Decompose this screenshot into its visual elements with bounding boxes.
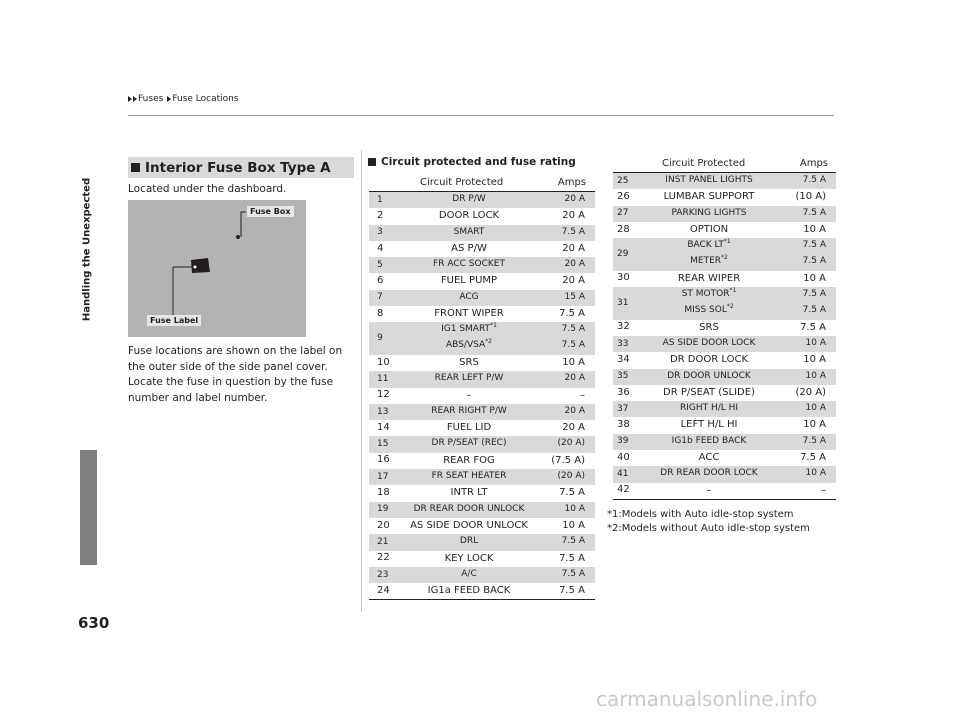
fuse-number: 2 — [377, 209, 384, 221]
fuse-amps: 10 A — [803, 272, 826, 284]
header-divider — [128, 115, 834, 116]
square-bullet-icon — [368, 158, 376, 166]
fuse-number: 9 — [377, 333, 383, 344]
side-label: Handling the Unexpected — [81, 177, 93, 322]
fuse-circuit: ABS/VSA$^{*2}$ — [446, 338, 492, 351]
column-divider — [361, 150, 362, 612]
footnote-1: *1:Models with Auto idle-stop system — [607, 509, 794, 520]
col-circuit: Circuit Protected — [662, 158, 746, 169]
fuse-circuit: FUEL PUMP — [440, 275, 498, 287]
fuse-number: 27 — [617, 208, 629, 219]
table-row — [613, 336, 836, 352]
fuse-circuit: ACC — [698, 452, 720, 464]
fuse-number: 10 — [377, 356, 390, 368]
fuse-number: 28 — [617, 223, 630, 235]
fuse-number: 21 — [377, 536, 389, 547]
fuse-amps: 15 A — [564, 291, 585, 302]
description-text: Fuse locations are shown on the label on the outer side of the side panel cover. Locate the fuse in question by the fuse number and label number. — [128, 345, 343, 404]
fuse-circuit: – — [706, 484, 712, 496]
fuse-amps: 10 A — [803, 419, 826, 431]
fuse-circuit: A/C — [461, 568, 477, 579]
fuse-amps: 7.5 A — [802, 175, 826, 185]
fuse-number: 36 — [617, 386, 630, 398]
table-row — [613, 173, 836, 189]
fuse-number: 23 — [377, 569, 389, 580]
fuse-circuit: ACG — [459, 291, 479, 302]
fuse-number: 39 — [617, 436, 629, 447]
fuse-amps: 7.5 A — [561, 568, 585, 579]
fuse-amps: – — [580, 389, 585, 401]
fuse-number: 19 — [377, 504, 389, 515]
fuse-number: 32 — [617, 321, 630, 333]
fuse-amps: 7.5 A — [561, 226, 585, 237]
fuse-amps: 10 A — [562, 356, 585, 368]
arrow-icon — [167, 96, 171, 102]
table-row — [613, 206, 836, 222]
fuse-amps: 7.5 A — [802, 256, 826, 267]
fuse-number: 31 — [617, 297, 629, 308]
fuse-circuit: DR DOOR LOCK — [669, 354, 749, 366]
fuse-number: 4 — [377, 242, 384, 254]
table-header — [613, 156, 836, 173]
table-row — [613, 434, 836, 450]
fuse-circuit: IG1 SMART$^{*1}$ — [441, 322, 497, 335]
table-title — [368, 156, 576, 168]
table-row — [369, 306, 595, 322]
fuse-amps: (20 A) — [557, 471, 585, 482]
fuse-circuit: DR P/SEAT (SLIDE) — [663, 386, 755, 398]
fuse-amps: 10 A — [803, 223, 826, 235]
fuse-amps: 7.5 A — [802, 240, 826, 251]
fuse-amps: 10 A — [805, 468, 826, 479]
fuse-circuit: MISS SOL$^{*2}$ — [684, 303, 734, 316]
table-title-text: Circuit protected and fuse rating — [381, 156, 576, 168]
fuse-box-label: Fuse Box — [247, 206, 294, 217]
fuse-circuit: SRS — [459, 356, 479, 368]
fuse-amps: 20 A — [562, 242, 585, 254]
table-row — [613, 466, 836, 482]
footnote-2: *2:Models without Auto idle-stop system — [607, 523, 810, 534]
table-header — [369, 175, 595, 192]
fuse-circuit: IG1a FEED BACK — [427, 585, 511, 597]
fuse-table-right — [613, 156, 836, 500]
fuse-circuit: REAR FOG — [443, 454, 495, 466]
fuse-number: 17 — [377, 471, 389, 482]
section-title — [128, 157, 354, 178]
fuse-circuit: FUEL LID — [446, 422, 492, 434]
fuse-amps: 10 A — [562, 519, 585, 531]
fuse-amps: 7.5 A — [802, 207, 826, 218]
fuse-box-figure — [128, 200, 306, 337]
fuse-number: 41 — [617, 469, 629, 480]
fuse-number: 14 — [377, 421, 390, 433]
fuse-circuit: DR DOOR UNLOCK — [667, 370, 751, 381]
fuse-amps: 7.5 A — [800, 321, 826, 333]
fuse-amps: 20 A — [562, 210, 585, 222]
table-row — [613, 450, 836, 466]
table-row — [369, 192, 595, 208]
fuse-circuit: REAR LEFT P/W — [434, 373, 504, 384]
section-title-text: Interior Fuse Box Type A — [145, 159, 331, 176]
fuse-number: 6 — [377, 275, 384, 287]
table-row — [369, 551, 595, 567]
fuse-table-left — [369, 175, 595, 600]
table-row — [613, 352, 836, 368]
table-row — [613, 369, 836, 385]
table-row — [369, 469, 595, 485]
fuse-amps: 7.5 A — [559, 552, 585, 564]
table-row — [613, 238, 836, 271]
fuse-circuit: IG1b FEED BACK — [671, 435, 747, 446]
fuse-number: 1 — [377, 194, 383, 205]
fuse-amps: (20 A) — [557, 438, 585, 449]
fuse-number: 37 — [617, 403, 629, 414]
fuse-number: 26 — [617, 190, 630, 202]
fuse-circuit: LEFT H/L HI — [680, 419, 738, 431]
fuse-number: 18 — [377, 487, 390, 499]
fuse-circuit: FR SEAT HEATER — [431, 471, 507, 482]
fuse-amps: 10 A — [803, 354, 826, 366]
fuse-circuit: METER$^{*2}$ — [690, 254, 728, 267]
fuse-circuit: DRL — [459, 536, 479, 547]
fuse-number: 24 — [377, 584, 390, 596]
fuse-number: 7 — [377, 292, 383, 303]
fuse-amps: 20 A — [564, 259, 585, 270]
fuse-number: 11 — [377, 373, 389, 384]
table-row — [369, 241, 595, 257]
fuse-amps: 10 A — [805, 370, 826, 381]
fuse-circuit: BACK LT$^{*1}$ — [687, 238, 731, 251]
fuse-amps: 7.5 A — [802, 289, 826, 300]
side-tab-marker — [80, 450, 97, 565]
table-row — [369, 502, 595, 518]
fuse-circuit: DR P/W — [452, 194, 486, 204]
fuse-circuit: REAR RIGHT P/W — [431, 405, 507, 416]
fuse-amps: (10 A) — [795, 191, 826, 203]
table-row — [613, 222, 836, 238]
fuse-amps: (20 A) — [795, 386, 826, 398]
located-text: Located under the dashboard. — [128, 183, 287, 195]
fuse-amps: 20 A — [564, 194, 585, 204]
fuse-circuit: PARKING LIGHTS — [671, 207, 747, 218]
col-amps: Amps — [557, 177, 586, 188]
table-row — [369, 567, 595, 583]
fuse-amps: – — [821, 484, 826, 496]
table-row — [613, 320, 836, 336]
table-row — [369, 453, 595, 469]
fuse-circuit: DR REAR DOOR UNLOCK — [413, 503, 525, 514]
fuse-number: 30 — [617, 272, 630, 284]
fuse-amps: 7.5 A — [802, 305, 826, 316]
fuse-amps: 7.5 A — [800, 452, 826, 464]
fuse-amps: 7.5 A — [559, 585, 585, 597]
breadcrumb-fuse-locations[interactable]: Fuse Locations — [172, 94, 239, 104]
fuse-circuit: DR P/SEAT (REC) — [431, 438, 507, 449]
fuse-circuit: REAR WIPER — [677, 272, 741, 284]
fuse-number: 16 — [377, 454, 390, 466]
table-row — [369, 534, 595, 550]
page-number: 630 — [78, 614, 110, 632]
fuse-number: 35 — [617, 371, 629, 382]
fuse-circuit: AS SIDE DOOR UNLOCK — [410, 519, 528, 531]
table-row — [369, 583, 595, 599]
fuse-circuit: KEY LOCK — [444, 552, 494, 564]
col-circuit: Circuit Protected — [420, 177, 504, 188]
fuse-circuit: LUMBAR SUPPORT — [663, 191, 755, 203]
fuse-number: 34 — [617, 353, 630, 365]
fuse-amps: 10 A — [805, 403, 826, 414]
fuse-circuit: AS SIDE DOOR LOCK — [662, 337, 756, 348]
table-row — [613, 417, 836, 433]
table-row — [369, 420, 595, 436]
watermark: carmanualsonline.info — [596, 687, 818, 711]
fuse-number: 5 — [377, 259, 383, 270]
fuse-number: 42 — [617, 484, 630, 496]
table-row — [613, 271, 836, 287]
table-row — [369, 257, 595, 273]
table-row — [369, 290, 595, 306]
fuse-circuit: DR REAR DOOR LOCK — [660, 468, 758, 479]
fuse-number: 8 — [377, 307, 384, 319]
col-amps: Amps — [799, 158, 828, 169]
fuse-amps: (7.5 A) — [551, 454, 585, 466]
fuse-amps: 7.5 A — [559, 308, 585, 320]
table-row — [613, 287, 836, 320]
fuse-circuit: SRS — [699, 321, 719, 333]
fuse-amps: 7.5 A — [561, 340, 585, 351]
table-row — [369, 371, 595, 387]
fuse-amps: 20 A — [564, 373, 585, 384]
breadcrumb-fuses[interactable]: Fuses — [138, 94, 164, 104]
fuse-amps: 10 A — [564, 503, 585, 514]
table-row — [613, 483, 836, 499]
table-row — [369, 273, 595, 289]
fuse-number: 25 — [617, 175, 629, 186]
fuse-circuit: FR ACC SOCKET — [433, 259, 505, 270]
table-row — [613, 189, 836, 205]
fuse-amps: 7.5 A — [802, 435, 826, 446]
fuse-number: 33 — [617, 338, 629, 349]
fuse-circuit: INTR LT — [450, 487, 488, 499]
fuse-amps: 20 A — [562, 422, 585, 434]
fuse-number: 12 — [377, 389, 390, 401]
fuse-circuit: DOOR LOCK — [438, 210, 500, 222]
fuse-circuit: OPTION — [689, 223, 729, 235]
fuse-label-label: Fuse Label — [147, 315, 201, 326]
fuse-number: 20 — [377, 519, 390, 531]
fuse-circuit: RIGHT H/L HI — [679, 403, 739, 414]
fuse-number: 3 — [377, 227, 383, 238]
fuse-amps: 20 A — [564, 405, 585, 416]
fuse-number: 13 — [377, 406, 389, 417]
fuse-circuit: SMART — [453, 226, 485, 237]
fuse-number: 29 — [617, 248, 629, 259]
fuse-circuit: INST PANEL LIGHTS — [665, 175, 753, 185]
fuse-amps: 7.5 A — [561, 536, 585, 547]
table-row — [613, 385, 836, 401]
table-row — [369, 388, 595, 404]
table-row — [369, 518, 595, 534]
arrow-icon — [133, 96, 137, 102]
fuse-circuit: AS P/W — [451, 242, 487, 254]
breadcrumb — [128, 94, 239, 104]
fuse-circuit: FRONT WIPER — [434, 308, 504, 320]
table-row — [369, 355, 595, 371]
fuse-amps: 7.5 A — [559, 487, 585, 499]
fuse-amps: 20 A — [562, 275, 585, 287]
table-row — [613, 401, 836, 417]
table-row — [369, 208, 595, 224]
fuse-circuit: ST MOTOR$^{*1}$ — [681, 287, 737, 300]
fuse-amps: 10 A — [805, 337, 826, 348]
fuse-number: 15 — [377, 439, 389, 450]
fuse-number: 22 — [377, 552, 390, 564]
square-bullet-icon — [131, 163, 140, 172]
table-row — [369, 225, 595, 241]
table-row — [369, 485, 595, 501]
fuse-number: 40 — [617, 451, 630, 463]
table-row — [369, 436, 595, 452]
fuse-circuit: – — [466, 389, 472, 401]
table-row — [369, 322, 595, 355]
fuse-number: 38 — [617, 419, 630, 431]
arrow-icon — [128, 96, 132, 102]
table-row — [369, 404, 595, 420]
fuse-amps: 7.5 A — [561, 324, 585, 335]
